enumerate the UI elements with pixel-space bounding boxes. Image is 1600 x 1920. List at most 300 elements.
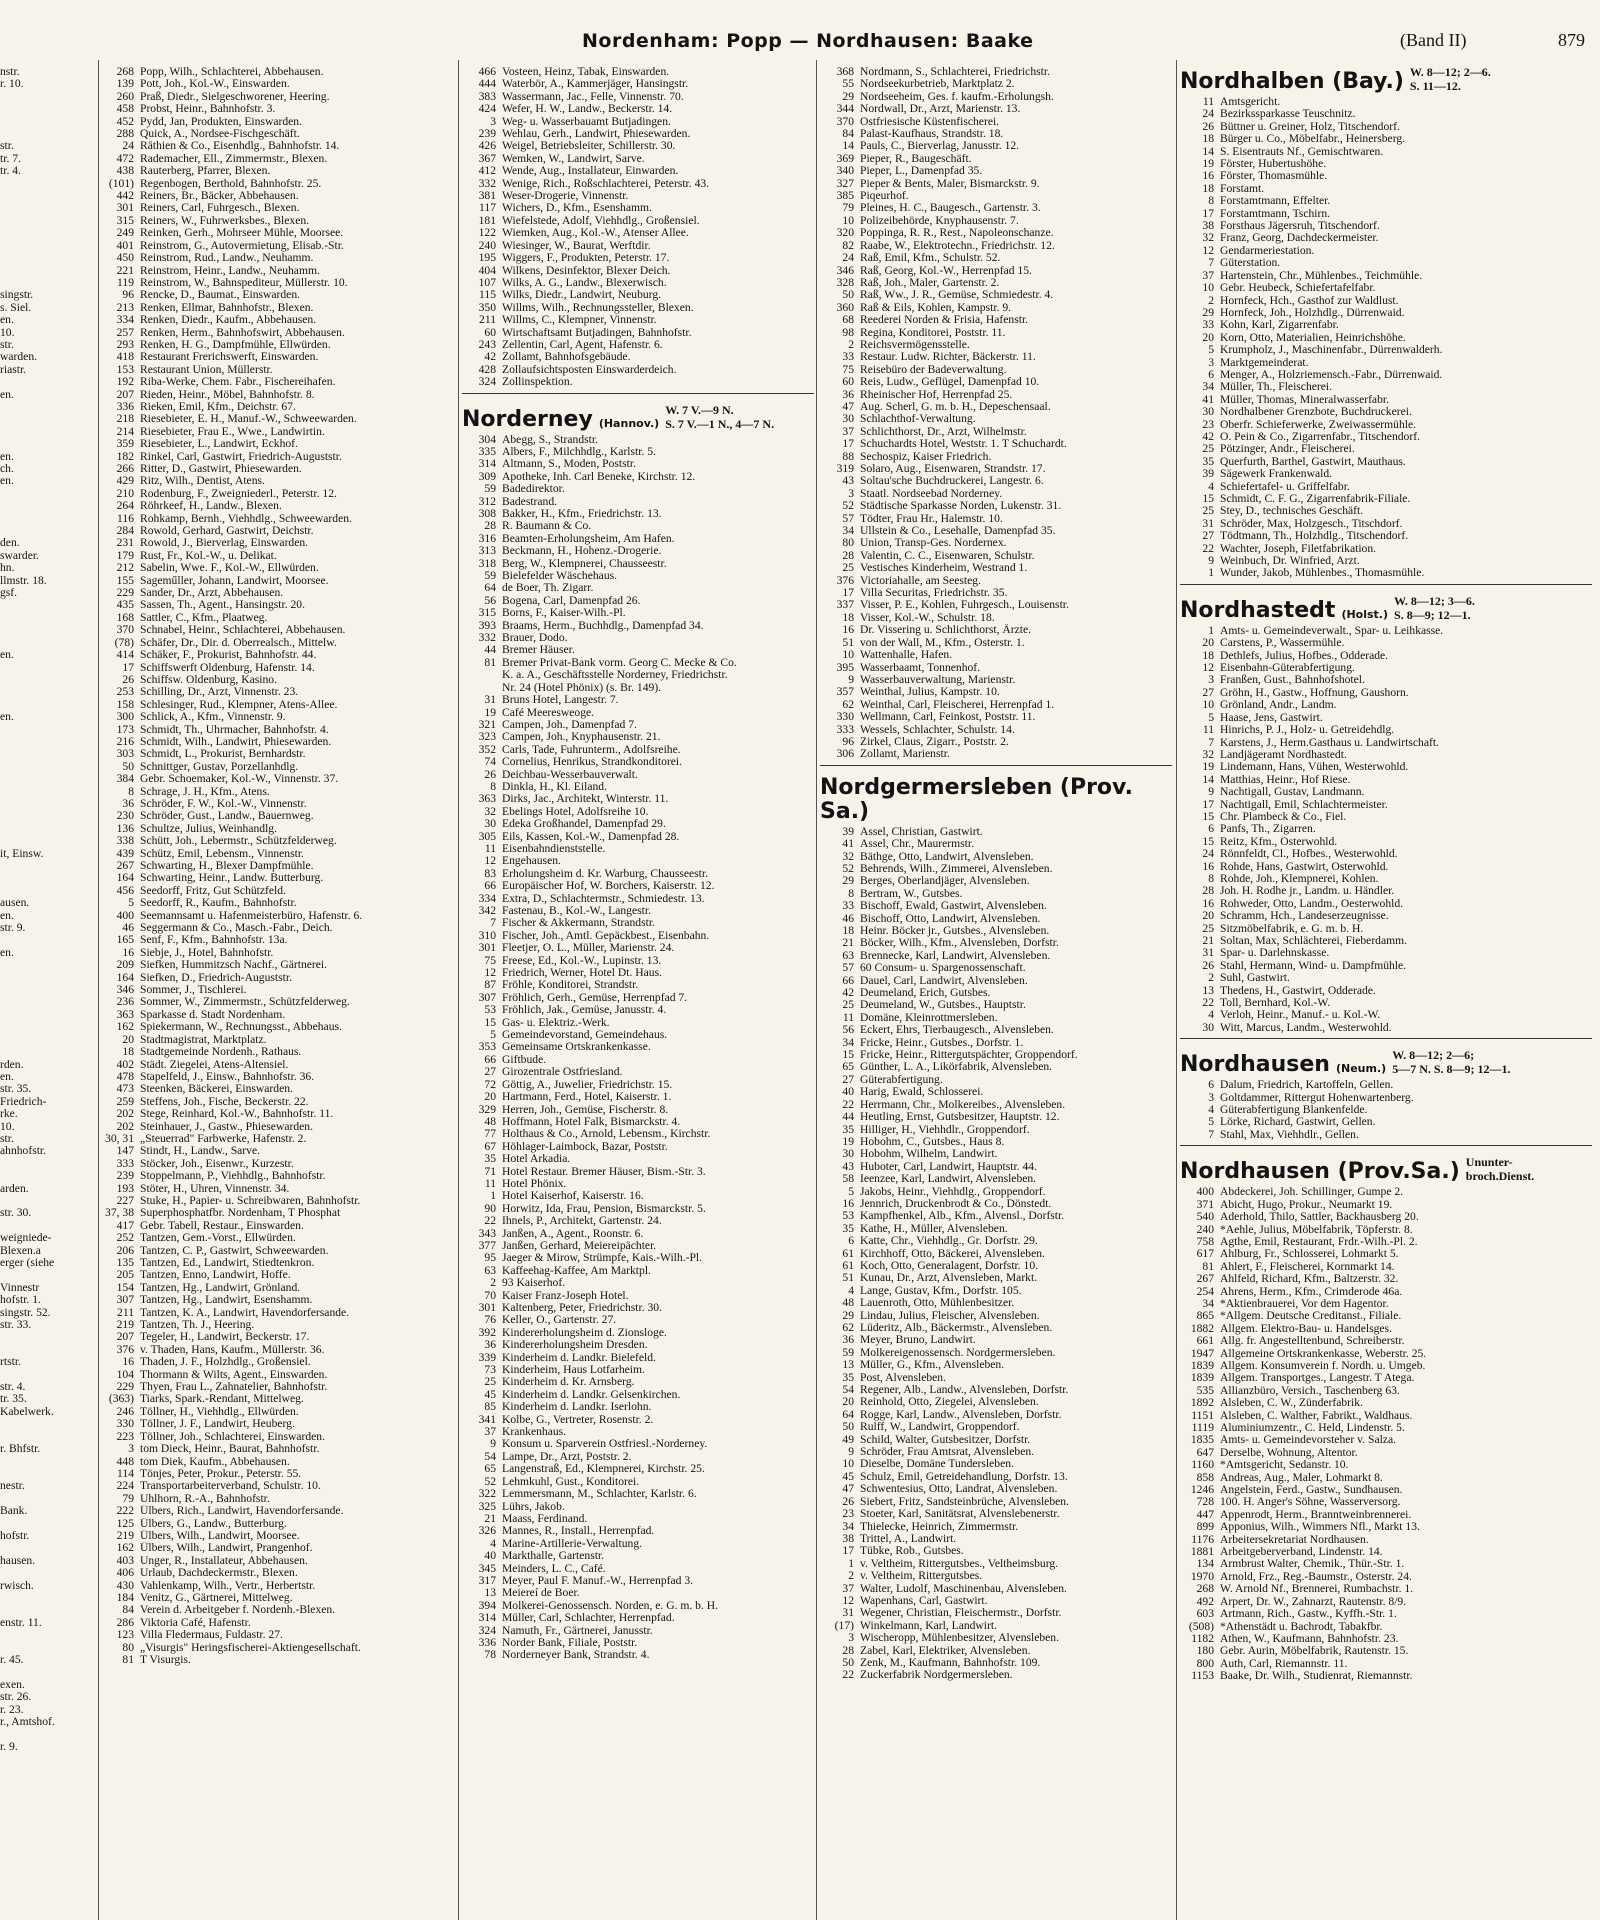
phone-number: 39 — [1202, 468, 1214, 481]
phone-number: 84 — [122, 1604, 134, 1617]
section-divider — [820, 765, 1172, 766]
cut-off-fragment: str. 35. — [0, 1083, 32, 1096]
listing-text: Dauel, Carl, Landwirt, Alvensleben. — [860, 974, 1028, 987]
phone-number: 34 — [842, 1036, 854, 1049]
listing-entry — [1180, 761, 1592, 773]
listing-text: Hartenstein, Chr., Mühlenbes., Teichmühle. — [1220, 269, 1423, 282]
phone-number: 428 — [478, 363, 496, 376]
listing-text: Bielefelder Wäschehaus. — [502, 570, 618, 583]
cut-off-fragment: r. Bhfstr. — [0, 1443, 41, 1456]
listing-text: Pötzinger, Andr., Fleischerei. — [1220, 443, 1355, 456]
cut-off-fragment — [0, 103, 98, 115]
listing-text: Aluminiumzentr., C. Held, Lindenstr. 5. — [1220, 1422, 1405, 1434]
listing-text: Europäischer Hof, W. Borchers, Kaiserstr. 12. — [502, 880, 715, 893]
listing-text: Kinderheim, Haus Lotfarheim. — [502, 1364, 645, 1377]
phone-number: 32 — [842, 850, 854, 863]
listing-entry — [100, 364, 456, 376]
listing-entry — [462, 1501, 814, 1513]
phone-number: 17 — [842, 438, 854, 451]
listing-text: Langenstraß, Ed., Klempnerei, Kirchstr. 25. — [502, 1463, 705, 1476]
cut-off-fragment: swarder. — [0, 549, 39, 562]
listing-entry — [1180, 1236, 1592, 1248]
listing-text: Abegg, S., Strandstr. — [502, 433, 598, 446]
listing-entry — [100, 351, 456, 363]
listing-entry — [462, 1339, 814, 1351]
cut-off-fragment: riastr. — [0, 363, 27, 376]
listing-entry — [1180, 158, 1592, 170]
phone-number: 31 — [1202, 517, 1214, 530]
phone-number: 81 — [122, 1654, 134, 1666]
phone-number: 268 — [1196, 1583, 1214, 1596]
phone-number: 51 — [842, 636, 854, 649]
listing-entry — [462, 1426, 814, 1438]
phone-number: 72 — [484, 1078, 496, 1091]
phone-number: 243 — [478, 338, 496, 351]
listing-entry — [820, 888, 1172, 900]
listing-column-4 — [1180, 66, 1592, 1912]
phone-number: 346 — [116, 984, 134, 997]
listing-entry — [820, 227, 1172, 239]
listing-entry — [820, 1049, 1172, 1061]
phone-number: 33 — [842, 351, 854, 364]
listing-text: Wiemken, Aug., Kol.-W., Atenser Allee. — [502, 227, 689, 240]
listing-entry — [820, 937, 1172, 949]
listing-entry — [1180, 1009, 1592, 1021]
listing-text: Tantzen, Th. J., Heering. — [140, 1319, 255, 1332]
page-title: Nordenham: Popp — Nordhausen: Baake — [582, 30, 1034, 52]
phone-number: 13 — [484, 1587, 496, 1600]
listing-text: Tegeler, H., Landwirt, Beckerstr. 17. — [140, 1331, 310, 1344]
phone-number: 400 — [1196, 1186, 1214, 1199]
listing-text: Campen, Joh., Knyphausenstr. 21. — [502, 731, 661, 744]
listing-text: Gas- u. Elektriz.-Werk. — [502, 1016, 610, 1029]
listing-text: Thaden, J. F., Holzhdlg., Großensiel. — [140, 1356, 311, 1369]
phone-number: 18 — [1202, 649, 1214, 662]
listing-text: Göttig, A., Juwelier, Friedrichstr. 15. — [502, 1078, 673, 1091]
listing-entry — [820, 351, 1172, 363]
listing-text: Stöter, H., Uhren, Vinnenstr. 34. — [140, 1182, 290, 1195]
listing-entry — [1180, 505, 1592, 517]
phone-number: 15 — [484, 1016, 496, 1029]
listing-entry — [820, 900, 1172, 912]
cut-off-fragment — [0, 823, 98, 835]
listing-text: Schwarting, H., Blexer Dampfmühle. — [140, 860, 314, 872]
phone-number: 16 — [1202, 897, 1214, 910]
phone-number: (17) — [834, 1619, 854, 1632]
listing-text: Menger, A., Holzriemensch.-Fabr., Dürrenwaid. — [1220, 368, 1443, 381]
listing-text: Arbeitersekretariat Nordhausen. — [1220, 1533, 1369, 1546]
cut-off-fragment: erger (siehe — [0, 1257, 55, 1269]
listing-entry — [820, 364, 1172, 376]
cut-off-fragment — [0, 1331, 98, 1343]
cut-off-fragment — [0, 860, 98, 872]
listing-entry — [462, 955, 814, 967]
cut-off-fragment: en. — [0, 946, 14, 959]
listing-text: Herrmann, Chr., Molkereibes., Alvensleben. — [860, 1098, 1066, 1111]
listing-text: Querfurth, Barthel, Gastwirt, Mauthaus. — [1220, 455, 1406, 468]
listing-entry — [820, 1421, 1172, 1433]
listing-entry — [820, 1210, 1172, 1222]
listing-entry — [462, 483, 814, 495]
phone-number: 20 — [122, 1033, 134, 1046]
listing-entry — [100, 686, 456, 698]
listing-entry — [100, 1567, 456, 1579]
listing-entry — [1180, 687, 1592, 699]
listing-text: Abicht, Hugo, Prokur., Neumarkt 19. — [1220, 1198, 1393, 1211]
listing-text: Urlaub, Dachdeckermstr., Blexen. — [140, 1567, 298, 1580]
listing-entry — [820, 1483, 1172, 1495]
listing-text: Friedrich, Werner, Hotel Dt. Haus. — [502, 967, 663, 980]
phone-number: 43 — [842, 475, 854, 488]
phone-number: 65 — [484, 1463, 496, 1476]
phone-number: 7 — [490, 917, 496, 930]
phone-number: 376 — [836, 574, 854, 587]
phone-number: 30 — [1202, 406, 1214, 419]
listing-text: Fleetjer, O. L., Müller, Marienstr. 24. — [502, 942, 675, 955]
listing-text: Carls, Tade, Fuhrunterm., Adolfsreihe. — [502, 743, 681, 756]
listing-text: von der Wall, M., Kfm., Osterstr. 1. — [860, 636, 1025, 649]
listing-entry — [1180, 567, 1592, 579]
cut-off-fragment — [0, 1518, 98, 1530]
phone-number: 28 — [842, 549, 854, 562]
cut-off-fragment — [0, 1021, 98, 1033]
listing-text: Tödter, Frau Hr., Halemstr. 10. — [860, 512, 1003, 525]
phone-number: 9 — [848, 1446, 854, 1459]
listing-text: Steffens, Joh., Fische, Beckerstr. 22. — [140, 1095, 309, 1108]
listing-entry — [1180, 1621, 1592, 1633]
listing-entry — [1180, 1596, 1592, 1608]
listing-text: Dalum, Friedrich, Kartoffeln, Gellen. — [1220, 1079, 1394, 1092]
phone-number: 392 — [478, 1326, 496, 1339]
hours-line-1: W. 8—12; 3—6. — [1394, 593, 1475, 608]
phone-number: 7 — [1208, 1128, 1214, 1141]
listing-entry — [820, 1186, 1172, 1198]
listing-entry — [462, 917, 814, 929]
listing-entry — [100, 934, 456, 946]
listing-entry — [462, 558, 814, 570]
listing-entry — [1180, 1092, 1592, 1104]
listing-entry — [820, 1322, 1172, 1334]
phone-number: 31 — [842, 1607, 854, 1620]
cut-off-fragment — [0, 1009, 98, 1021]
listing-text: Sassen, Th., Agent., Hansingstr. 20. — [140, 599, 305, 612]
phone-number: 3 — [1208, 674, 1214, 687]
listing-entry — [1180, 431, 1592, 443]
listing-entry — [820, 1111, 1172, 1123]
listing-entry — [820, 1161, 1172, 1173]
town-heading-nordhastedt — [1180, 595, 1592, 623]
cut-off-fragment — [0, 426, 98, 438]
listing-entry — [1180, 1261, 1592, 1273]
listing-text: Restaur. Ludw. Richter, Bäckerstr. 11. — [860, 351, 1036, 364]
phone-number: 332 — [478, 632, 496, 645]
cut-off-fragment: ahnhofstr. — [0, 1145, 47, 1158]
listing-text: Herren, Joh., Gemüse, Fischerstr. 8. — [502, 1103, 669, 1116]
listing-text: Bremer Privat-Bank vorm. Georg C. Mecke & Co. — [502, 656, 737, 669]
listing-entry — [462, 1290, 814, 1302]
phone-number: 168 — [116, 611, 134, 624]
phone-number: 30 — [1202, 1021, 1214, 1034]
phone-number: 14 — [1202, 773, 1214, 786]
listing-text: „Visurgis" Heringsfischerei-Aktiengesellschaft. — [140, 1641, 361, 1654]
phone-number: 15 — [842, 1049, 854, 1062]
phone-number: 1881 — [1190, 1546, 1214, 1559]
phone-number: 458 — [116, 103, 134, 116]
listing-text: Wasserbaamt, Tonnenhof. — [860, 661, 981, 674]
phone-number: 17 — [122, 661, 134, 674]
listing-entry — [820, 1173, 1172, 1185]
entry-list — [820, 66, 1172, 761]
listing-entry — [462, 781, 814, 793]
listing-entry — [100, 1642, 456, 1654]
phone-number: 87 — [484, 979, 496, 992]
cut-off-fragment: rwisch. — [0, 1579, 34, 1592]
listing-entry — [462, 607, 814, 619]
phone-number: 9 — [1208, 786, 1214, 799]
listing-text: R. Baumann & Co. — [502, 520, 592, 533]
volume-label: (Band II) — [1400, 30, 1467, 50]
listing-text: Wellmann, Carl, Feinkost, Poststr. 11. — [860, 711, 1036, 724]
listing-text: Bezirkssparkasse Teuschnitz. — [1220, 108, 1356, 121]
phone-number: 26 — [122, 673, 134, 686]
listing-entry — [820, 66, 1172, 78]
listing-entry — [462, 582, 814, 594]
phone-number: 22 — [842, 1098, 854, 1111]
phone-number: 76 — [484, 1314, 496, 1327]
phone-number: 90 — [484, 1202, 496, 1215]
listing-entry — [462, 376, 814, 388]
listing-text: Holthaus & Co., Arnold, Lebensm., Kirchstr. — [502, 1128, 711, 1141]
listing-entry — [100, 1530, 456, 1542]
phone-number: 371 — [1196, 1198, 1214, 1211]
phone-number: 11 — [484, 1177, 496, 1190]
listing-entry — [1180, 1104, 1592, 1116]
cut-off-fragment — [0, 934, 98, 946]
listing-entry — [462, 1327, 814, 1339]
listing-text: Büttner u. Greiner, Holz, Titschendorf. — [1220, 120, 1400, 133]
listing-entry — [462, 1476, 814, 1488]
phone-number: 162 — [116, 1542, 134, 1555]
listing-text: Seedorff, Fritz, Gut Schützfeld. — [140, 884, 286, 897]
listing-text: Güterabfertigung Blankenfelde. — [1220, 1104, 1368, 1117]
phone-number: 7 — [1208, 736, 1214, 749]
listing-text: Allg. fr. Angestelltenbund, Schreiberstr. — [1220, 1335, 1405, 1348]
listing-text: Stuke, H., Papier- u. Schreibwaren, Bahnhofstr. — [140, 1194, 361, 1207]
listing-entry — [820, 863, 1172, 875]
phone-number: 370 — [836, 115, 854, 128]
listing-entry — [462, 1563, 814, 1575]
listing-entry — [462, 719, 814, 731]
phone-number: 322 — [478, 1488, 496, 1501]
listing-text: Schmidt, Wilh., Landwirt, Phiesewarden. — [140, 735, 332, 748]
phone-number: 35 — [842, 1123, 854, 1136]
listing-text: Zollamt, Marienstr. — [860, 748, 950, 761]
cut-off-fragment: ch. — [0, 463, 14, 475]
listing-entry — [100, 1654, 456, 1666]
listing-text: Alsleben, C. Walther, Fabrikt., Waldhaus. — [1220, 1409, 1413, 1422]
hours-line-2: broch.Dienst. — [1465, 1169, 1535, 1184]
listing-entry — [820, 1061, 1172, 1073]
cut-off-fragment: tr. 35. — [0, 1393, 27, 1406]
listing-entry — [100, 1009, 456, 1021]
listing-entry — [820, 637, 1172, 649]
listing-text: Edeka Großhandel, Damenpfad 29. — [502, 818, 666, 831]
listing-text: Wemken, W., Landwirt, Sarve. — [502, 152, 645, 165]
listing-text: Athen, W., Kaufmann, Bahnhofstr. 23. — [1220, 1632, 1399, 1645]
listing-text: Siebje, J., Hotel, Bahnhofstr. — [140, 946, 274, 959]
listing-text: Haase, Jens, Gastwirt. — [1220, 711, 1323, 724]
listing-text: Sitzmöbelfabrik, e. G. m. b. H. — [1220, 922, 1364, 935]
listing-text: Hotel Phönix. — [502, 1177, 567, 1190]
phone-number: 400 — [116, 909, 134, 922]
phone-number: 195 — [478, 252, 496, 265]
listing-entry — [820, 1384, 1172, 1396]
listing-entry — [100, 972, 456, 984]
page-header — [0, 0, 1600, 52]
listing-text: Schröder, Max, Holzgesch., Titschdorf. — [1220, 517, 1403, 530]
phone-number: 207 — [116, 388, 134, 401]
cut-off-fragment: str. 9. — [0, 922, 26, 935]
cut-off-fragment: hofstr. — [0, 1529, 30, 1542]
listing-entry — [462, 1116, 814, 1128]
listing-entry — [462, 818, 814, 830]
listing-entry — [1180, 1422, 1592, 1434]
listing-text: Seemannsamt u. Hafenmeisterbüro, Hafenstr. 6. — [140, 909, 363, 922]
listing-text: Pauls, C., Bierverlag, Janusstr. 12. — [860, 140, 1020, 153]
cut-off-fragment: en. — [0, 388, 14, 401]
cut-off-fragment: en. — [0, 909, 14, 922]
listing-text: Wirtschaftsamt Butjadingen, Bahnhofstr. — [502, 326, 692, 339]
phone-number: 42 — [484, 351, 496, 364]
phone-number: 268 — [116, 66, 134, 78]
listing-entry — [1180, 357, 1592, 369]
listing-text: Rönnfeldt, Cl., Hofbes., Westerwohld. — [1220, 848, 1398, 861]
listing-entry — [462, 1637, 814, 1649]
listing-text: Tantzen, C. P., Gastwirt, Schweewarden. — [140, 1244, 329, 1257]
listing-text: Güterabfertigung. — [860, 1073, 943, 1086]
phone-number: 182 — [116, 450, 134, 463]
listing-text: Goltdammer, Rittergut Hohenwartenberg. — [1220, 1091, 1414, 1104]
listing-text: Stadtmagistrat, Marktplatz. — [140, 1033, 267, 1046]
phone-number: 29 — [842, 90, 854, 103]
phone-number: 4 — [490, 1537, 496, 1550]
listing-text: Janßen, A., Agent., Roonstr. 6. — [502, 1227, 644, 1240]
listing-text: Deumeland, W., Gutsbes., Hauptstr. — [860, 999, 1026, 1012]
listing-entry — [1180, 1323, 1592, 1335]
phone-number: 179 — [116, 549, 134, 562]
listing-entry — [820, 1297, 1172, 1309]
phone-number: 661 — [1196, 1335, 1214, 1348]
listing-text: Stapelfeld, J., Einsw., Bahnhofstr. 36. — [140, 1070, 315, 1083]
listing-text: Ieenzee, Karl, Landwirt, Alvensleben. — [860, 1173, 1037, 1186]
phone-number: 229 — [116, 1381, 134, 1394]
listing-text: Raß, Emil, Kfm., Schulstr. 52. — [860, 252, 1001, 265]
listing-text: Kaiser Franz-Joseph Hotel. — [502, 1289, 629, 1302]
listing-entry — [462, 533, 814, 545]
listing-entry — [1180, 786, 1592, 798]
listing-text: Nr. 24 (Hotel Phönix) (s. Br. 149). — [502, 681, 662, 694]
phone-number: 286 — [116, 1616, 134, 1629]
listing-text: Bäthge, Otto, Landwirt, Alvensleben. — [860, 850, 1034, 863]
listing-entry — [462, 1438, 814, 1450]
phone-number: 206 — [116, 1244, 134, 1257]
listing-entry — [1180, 637, 1592, 649]
listing-entry — [820, 1086, 1172, 1098]
phone-number: 306 — [836, 748, 854, 761]
cut-off-fragment — [0, 798, 98, 810]
cut-off-fragment — [0, 1170, 98, 1182]
listing-text: 93 Kaiserhof. — [502, 1277, 566, 1290]
listing-entry — [462, 1538, 814, 1550]
listing-entry — [1180, 170, 1592, 182]
listing-entry — [462, 893, 814, 905]
cut-off-fragment: en. — [0, 711, 14, 724]
listing-text: Städt. Ziegelei, Atens-Altensiel. — [140, 1058, 289, 1071]
listing-entry — [820, 999, 1172, 1011]
listing-text: Kindererholungsheim Dresden. — [502, 1339, 648, 1352]
listing-entry — [100, 153, 456, 165]
listing-entry — [100, 1121, 456, 1133]
phone-number: 41 — [1202, 393, 1214, 406]
phone-number: 5 — [1208, 711, 1214, 724]
phone-number: 267 — [1196, 1273, 1214, 1286]
phone-number: 61 — [842, 1259, 854, 1272]
listing-entry — [1180, 1116, 1592, 1128]
listing-entry — [100, 947, 456, 959]
listing-entry — [462, 1252, 814, 1264]
phone-number: 253 — [116, 686, 134, 699]
listing-text: Stindt, H., Landw., Sarve. — [140, 1145, 261, 1158]
listing-text: Fischer, Joh., Amtl. Gepäckbest., Eisenbahn. — [502, 929, 710, 942]
phone-number: 260 — [116, 90, 134, 103]
cut-off-fragment: en. — [0, 649, 14, 662]
phone-number: 68 — [842, 314, 854, 327]
listing-text: Kinderheim d. Landkr. Iserlohn. — [502, 1401, 652, 1414]
listing-text: Namuth, Fr., Gärtnerei, Janusstr. — [502, 1624, 653, 1637]
phone-number: 16 — [1202, 170, 1214, 183]
listing-text: Schrage, J. H., Kfm., Atens. — [140, 785, 270, 798]
listing-entry — [100, 190, 456, 202]
listing-text: Regener, Alb., Landw., Alvensleben, Dorfstr. — [860, 1384, 1069, 1397]
cut-off-fragment — [0, 773, 98, 785]
phone-number: 336 — [116, 400, 134, 413]
phone-number: 442 — [116, 190, 134, 203]
listing-text: Zuckerfabrik Nordgermersleben. — [860, 1669, 1013, 1682]
listing-entry — [100, 624, 456, 636]
listing-text: Tübke, Rob., Gutsbes. — [860, 1545, 964, 1558]
listing-text: Nordseekurbetrieb, Marktplatz 2. — [860, 78, 1015, 91]
listing-text: Heinr. Böcker jr., Gutsbes., Alvensleben. — [860, 925, 1050, 937]
listing-entry — [462, 289, 814, 301]
phone-number: 320 — [836, 227, 854, 240]
listing-entry — [462, 240, 814, 252]
listing-entry — [100, 910, 456, 922]
listing-entry — [100, 798, 456, 810]
listing-entry — [1180, 774, 1592, 786]
listing-text: Seedorff, R., Kaufm., Bahnhofstr. — [140, 897, 297, 910]
listing-text: Karstens, J., Herm.Gasthaus u. Landwirtschaft. — [1220, 736, 1439, 749]
listing-text: Abdeckerei, Joh. Schillinger, Gumpe 2. — [1220, 1186, 1404, 1199]
listing-text: Wende, Aug., Installateur, Einwarden. — [502, 165, 679, 178]
listing-text: Gendarmeriestation. — [1220, 244, 1315, 257]
cut-off-fragment: s. Siel. — [0, 301, 32, 314]
phone-number: 333 — [836, 723, 854, 736]
listing-text: Weinbuch, Dr. Winfried, Arzt. — [1220, 555, 1360, 568]
listing-text: Räthien & Co., Eisenhdlg., Bahnhofstr. 14. — [140, 140, 340, 153]
cut-off-fragment: arden. — [0, 1182, 29, 1195]
listing-text: Café Meeresweoge. — [502, 706, 595, 719]
listing-entry — [462, 1612, 814, 1624]
